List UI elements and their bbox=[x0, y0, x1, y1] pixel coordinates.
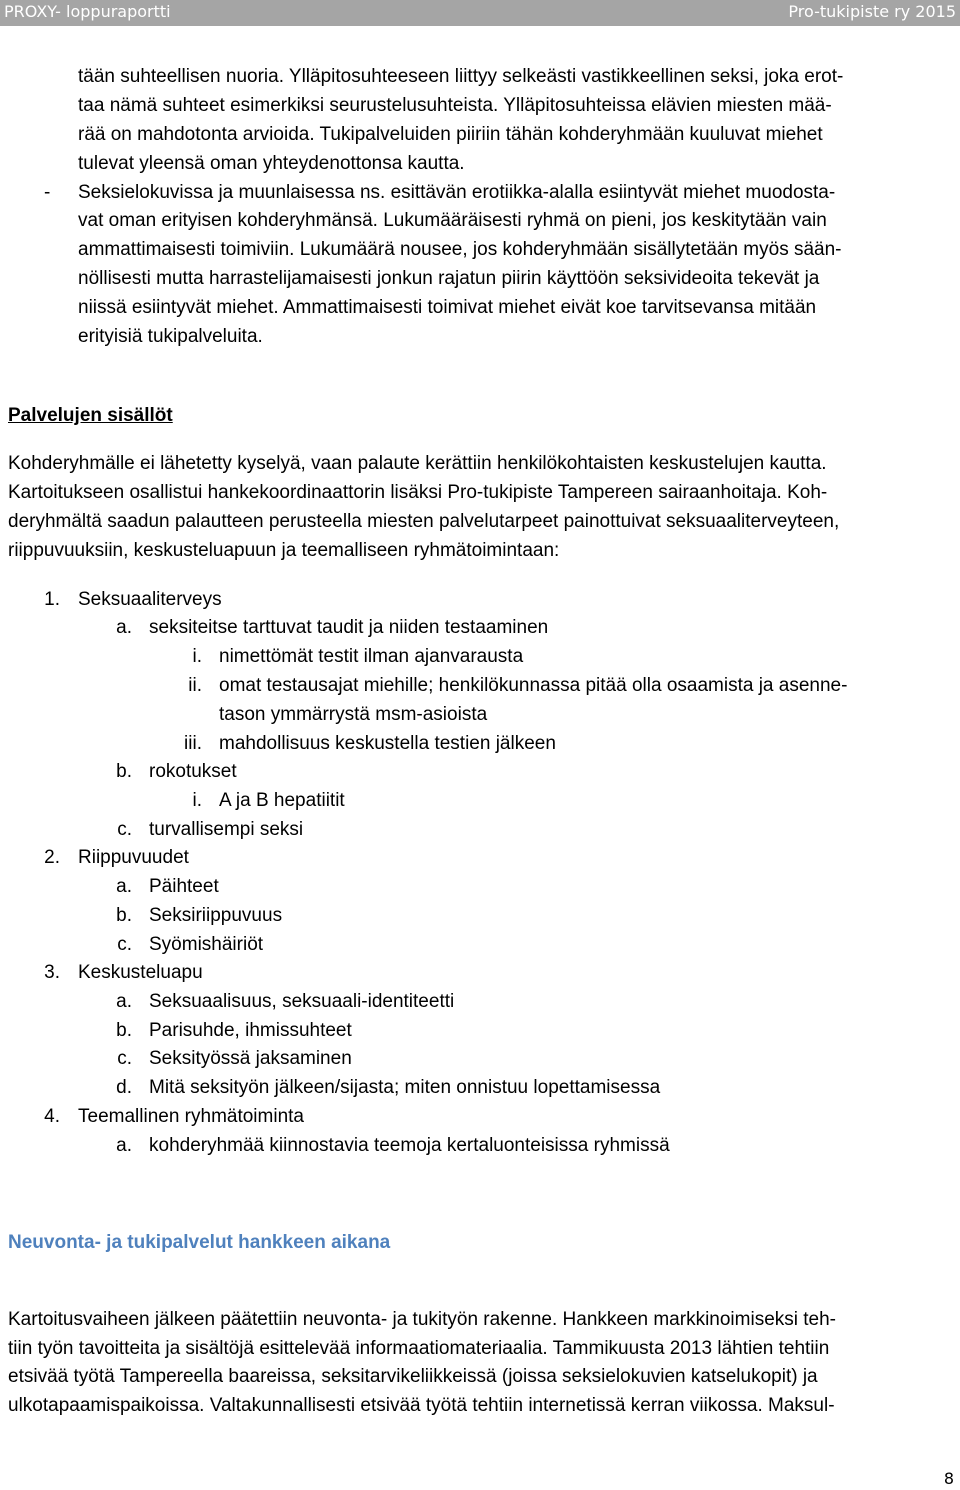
list-marker: 1. bbox=[44, 589, 60, 610]
paragraph-line: Kartoitusvaiheen jälkeen päätettiin neuvonta- ja tukityön rakenne. Hankkeen markkinoimiseksi teh- bbox=[8, 1309, 837, 1330]
list-marker: b. bbox=[116, 1020, 132, 1041]
paragraph-line: taa nämä suhteet esimerkiksi seurustelusuhteista. Ylläpitosuhteissa elävien miesten mää- bbox=[78, 95, 832, 116]
page-number: 8 bbox=[943, 1469, 954, 1488]
header-organization: Pro-tukipiste ry 2015 bbox=[788, 2, 956, 21]
paragraph-line: ulkotapaamispaikoissa. Valtakunnallisesti etsivää työtä tehtiin internetissä kerran viikossa. Maksul- bbox=[8, 1395, 835, 1416]
list-marker: ii. bbox=[188, 675, 202, 696]
paragraph-line: etsivää työtä Tampereella baareissa, seksitarvikeliikkeissä (joissa seksielokuvien katselukopit) ja bbox=[8, 1366, 818, 1387]
list-marker: b. bbox=[116, 761, 132, 782]
paragraph-line: Kohderyhmälle ei lähetetty kyselyä, vaan palaute kerättiin henkilökohtaisten keskustelujen kautta. bbox=[8, 453, 827, 474]
list-item: Parisuhde, ihmissuhteet bbox=[149, 1020, 352, 1041]
dash-item-line: niissä esiintyvät miehet. Ammattimaisesti toimivat miehet eivät koe tarvitsevansa mitään bbox=[78, 297, 817, 318]
paragraph-line: Kartoitukseen osallistui hankekoordinaattorin lisäksi Pro-tukipiste Tampereen sairaanhoitaja. Koh- bbox=[8, 482, 828, 503]
paragraph-line: tiin työn tavoitteita ja sisältöjä esittelevää informaatiomateriaalia. Tammikuusta 2013 lähtien tehtiin bbox=[8, 1338, 830, 1359]
section-heading-neuvonta: Neuvonta- ja tukipalvelut hankkeen aikana bbox=[8, 1232, 391, 1253]
list-item: Riippuvuudet bbox=[78, 847, 189, 868]
list-marker: i. bbox=[192, 646, 202, 667]
list-item: mahdollisuus keskustella testien jälkeen bbox=[219, 733, 556, 754]
header-document-title: PROXY- loppuraportti bbox=[4, 2, 171, 21]
section-heading-palvelujen-sisallot: Palvelujen sisällöt bbox=[8, 405, 173, 426]
list-item: seksiteitse tarttuvat taudit ja niiden testaaminen bbox=[149, 617, 549, 638]
list-marker: a. bbox=[116, 876, 132, 897]
paragraph-line: deryhmältä saadun palautteen perusteella miesten palvelutarpeet painottuivat seksuaaliterveyteen, bbox=[8, 511, 840, 532]
list-marker: c. bbox=[117, 819, 132, 840]
list-item: Seksityössä jaksaminen bbox=[149, 1048, 352, 1069]
list-item: Teemallinen ryhmätoiminta bbox=[78, 1106, 304, 1127]
list-item: Syömishäiriöt bbox=[149, 934, 264, 955]
dash-item-line: Seksielokuvissa ja muunlaisessa ns. esittävän erotiikka-alalla esiintyvät miehet muodosta- bbox=[78, 182, 836, 203]
list-marker: c. bbox=[117, 1048, 132, 1069]
list-marker: a. bbox=[116, 617, 132, 638]
list-marker: 2. bbox=[44, 847, 60, 868]
list-item: Seksuaaliterveys bbox=[78, 589, 222, 610]
list-item: kohderyhmää kiinnostavia teemoja kertaluonteisissa ryhmissä bbox=[149, 1135, 670, 1156]
paragraph-line: tään suhteellisen nuoria. Ylläpitosuhteeseen liittyy selkeästi vastikkeellinen seksi, joka erot- bbox=[78, 66, 844, 87]
list-item: turvallisempi seksi bbox=[149, 819, 304, 840]
paragraph-line: rää on mahdotonta arvioida. Tukipalveluiden piiriin tähän kohderyhmään kuuluvat miehet bbox=[78, 124, 823, 145]
list-item: nimettömät testit ilman ajanvarausta bbox=[219, 646, 524, 667]
list-item: Seksuaalisuus, seksuaali-identiteetti bbox=[149, 991, 455, 1012]
list-item: Mitä seksityön jälkeen/sijasta; miten onnistuu lopettamisessa bbox=[149, 1077, 661, 1098]
dash-item-line: nöllisesti mutta harrastelijamaisesti jonkun rajatun piirin käyttöön seksivideoita tekevät ja bbox=[78, 268, 820, 289]
list-item: Seksiriippuvuus bbox=[149, 905, 283, 926]
list-marker: 3. bbox=[44, 962, 60, 983]
list-marker: a. bbox=[116, 991, 132, 1012]
list-item-continuation: tason ymmärrystä msm-asioista bbox=[219, 704, 488, 725]
list-marker: c. bbox=[117, 934, 132, 955]
dash-item-line: ammattimaisesti toimiviin. Lukumäärä nousee, jos kohderyhmään sisällytetään myös sään- bbox=[78, 239, 842, 260]
list-item: Keskusteluapu bbox=[78, 962, 203, 983]
list-marker: d. bbox=[116, 1077, 132, 1098]
list-marker: b. bbox=[116, 905, 132, 926]
dash-item-line: vat oman erityisen kohderyhmänsä. Lukumääräisesti ryhmä on pieni, jos keskitytään vain bbox=[78, 210, 827, 231]
list-marker: a. bbox=[116, 1135, 132, 1156]
page-header bbox=[0, 0, 960, 26]
dash-item-line: erityisiä tukipalveluita. bbox=[78, 326, 263, 347]
list-marker: 4. bbox=[44, 1106, 60, 1127]
list-marker: iii. bbox=[184, 733, 202, 754]
list-item: rokotukset bbox=[149, 761, 237, 782]
list-item: A ja B hepatiitit bbox=[219, 790, 345, 811]
list-item: omat testausajat miehille; henkilökunnassa pitää olla osaamista ja asenne- bbox=[219, 675, 848, 696]
list-item: Päihteet bbox=[149, 876, 219, 897]
dash-bullet: - bbox=[44, 182, 51, 203]
list-marker: i. bbox=[192, 790, 202, 811]
paragraph-line: riippuvuuksiin, keskusteluapuun ja teemalliseen ryhmätoimintaan: bbox=[8, 540, 560, 561]
paragraph-line: tulevat yleensä oman yhteydenottonsa kautta. bbox=[78, 153, 465, 174]
